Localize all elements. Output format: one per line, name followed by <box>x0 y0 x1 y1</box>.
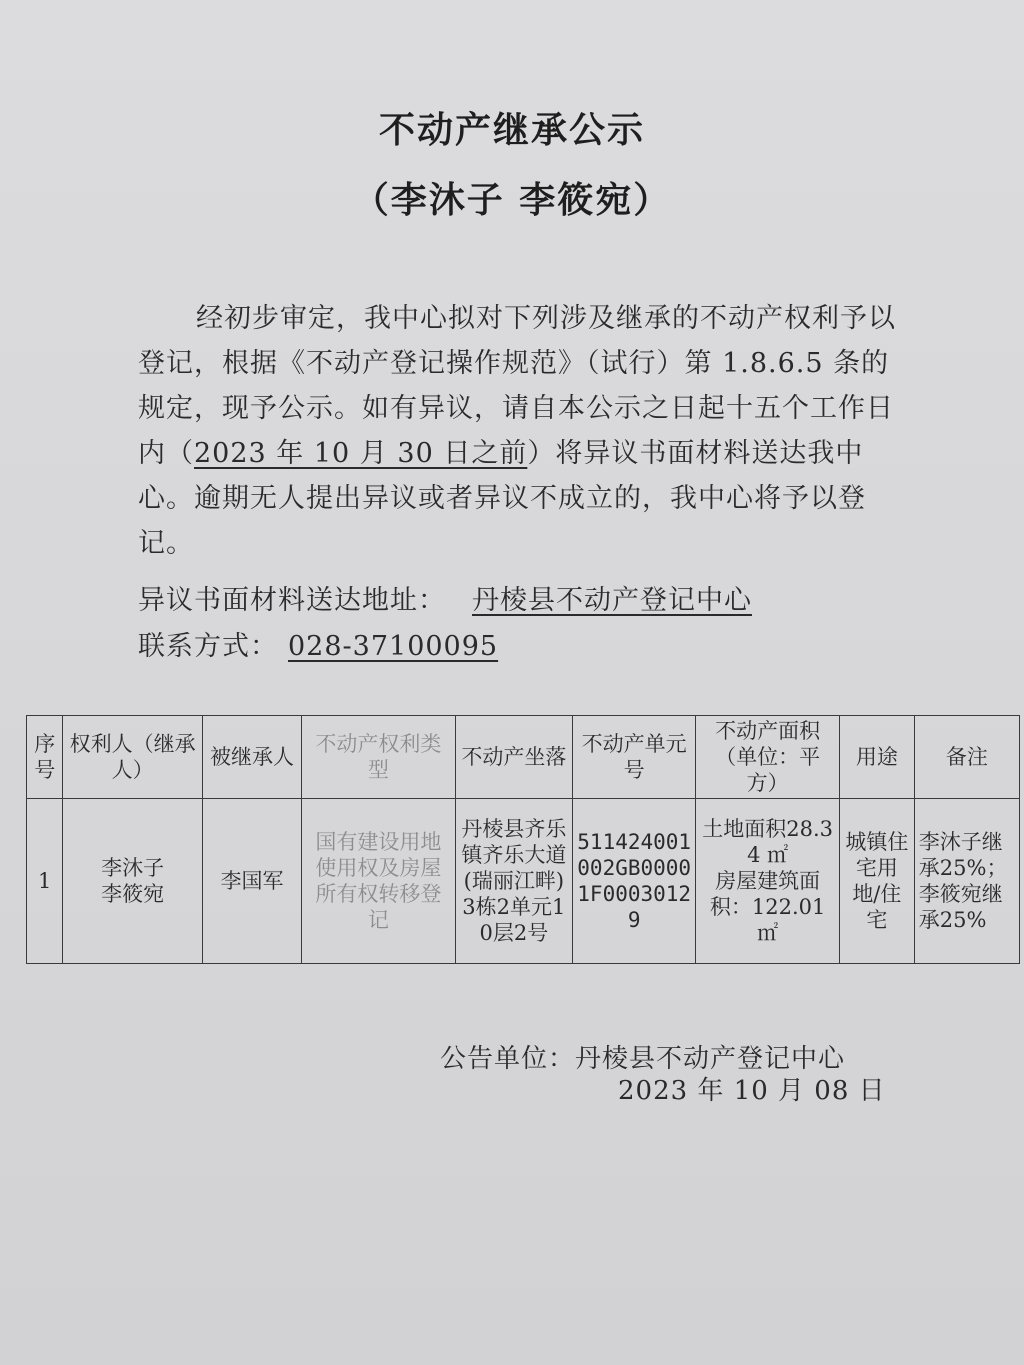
header-right-type: 不动产权利类型 <box>302 716 456 799</box>
header-location: 不动产坐落 <box>455 716 572 799</box>
address-value: 丹棱县不动产登记中心 <box>472 585 752 616</box>
building-area: 房屋建筑面积：122.01 ㎡ <box>709 869 826 945</box>
contact-label: 联系方式： <box>138 631 278 662</box>
header-area: 不动产面积（单位：平方） <box>696 716 840 799</box>
cell-location: 丹棱县齐乐镇齐乐大道(瑞丽江畔)3栋2单元10层2号 <box>455 799 572 964</box>
header-heir: 权利人（继承人） <box>63 716 203 799</box>
body-outro: ）将异议书面材料送达我中心。逾期无人提出异议或者异议不成立的，我中心将予以登记。 <box>138 438 866 559</box>
cell-no: 1 <box>27 799 63 964</box>
header-usage: 用途 <box>839 716 914 799</box>
header-decedent: 被继承人 <box>202 716 301 799</box>
contact-value: 028-37100095 <box>288 631 499 662</box>
cell-unit-no: 511424001002GB00001F00030129 <box>573 799 696 964</box>
header-remark: 备注 <box>914 716 1019 799</box>
cell-heir <box>63 799 203 964</box>
table-row <box>27 799 1020 964</box>
header-no: 序号 <box>27 716 63 799</box>
body-intro: 经初步审定，我中心拟对下列涉及继承的不动产权利予以登记，根据《不动产登记操作规范》（试行）第 1.8.6.5 条的规定，现予公示。如有异议，请自本公示之日起十五个工作日内（ <box>138 303 896 469</box>
inheritance-table <box>26 715 1020 964</box>
cell-usage: 城镇住宅用地/住宅 <box>839 799 914 964</box>
cell-right-type: 国有建设用地使用权及房屋所有权转移登记 <box>302 799 456 964</box>
cell-remark: 李沐子继承25%；李筱宛继承25% <box>914 799 1019 964</box>
contact-line <box>138 624 498 663</box>
address-line <box>138 578 752 617</box>
notice-body <box>138 296 898 566</box>
notice-title: 不动产继承公示 <box>378 109 645 151</box>
cell-area <box>696 799 840 964</box>
header-unit-no: 不动产单元号 <box>573 716 696 799</box>
issuer-line: 公告单位：丹棱县不动产登记中心 <box>440 1044 846 1074</box>
address-label: 异议书面材料送达地址： <box>138 585 446 616</box>
issue-date: 2023 年 10 月 08 日 <box>618 1076 886 1106</box>
cell-decedent: 李国军 <box>202 799 301 964</box>
deadline-text: 2023 年 10 月 30 日之前 <box>194 438 528 469</box>
notice-subtitle: （李沐子 李筱宛） <box>352 179 672 221</box>
land-area: 土地面积28.34 ㎡ <box>702 817 834 867</box>
heir-name-2: 李筱宛 <box>101 882 165 906</box>
table-header-row <box>27 716 1020 799</box>
heir-name-1: 李沐子 <box>101 856 165 880</box>
